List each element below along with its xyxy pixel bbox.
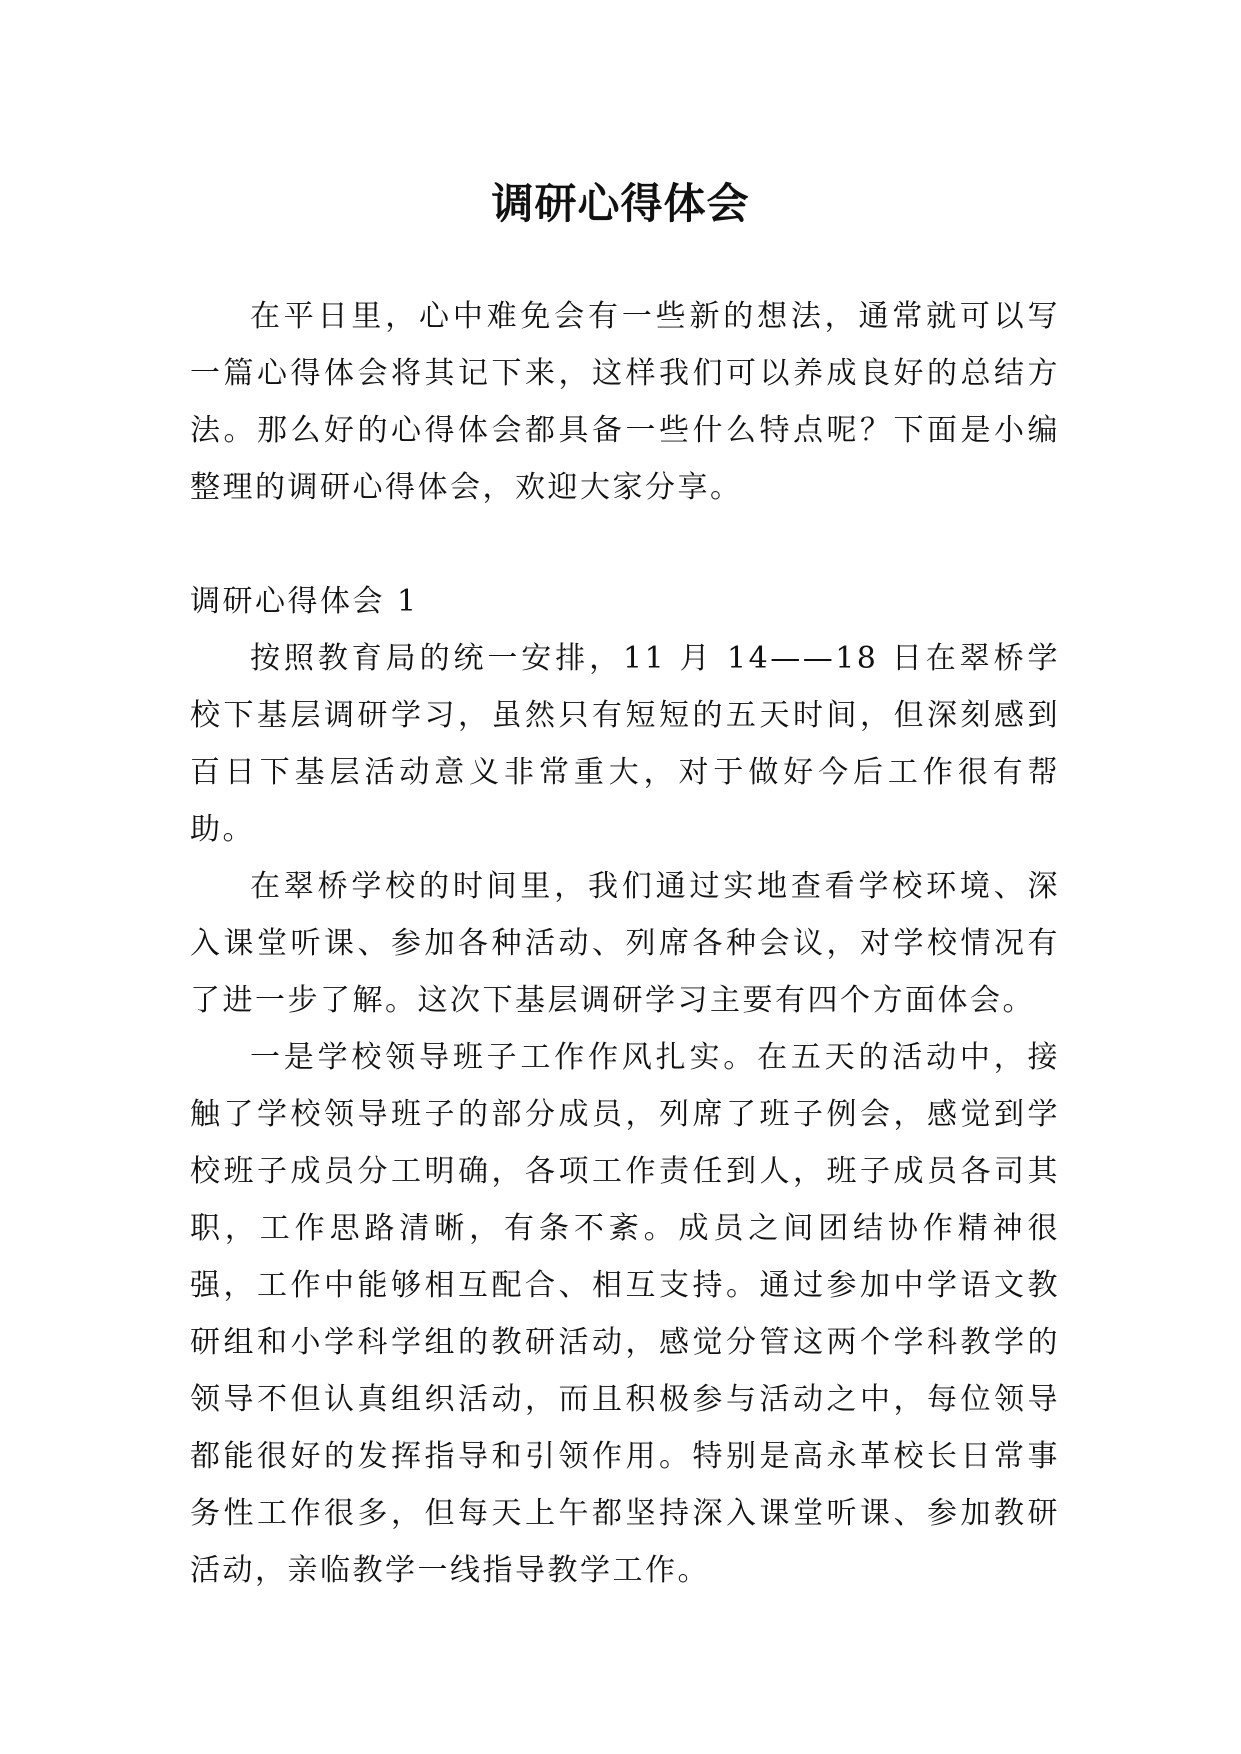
section-heading: 调研心得体会 1	[190, 584, 419, 619]
body-paragraph-2: 在翠桥学校的时间里，我们通过实地查看学校环境、深入课堂听课、参加各种活动、列席各种会议，对学校情况有了进一步了解。这次下基层调研学习主要有四个方面体会。	[190, 869, 1060, 1018]
intro-paragraph: 在平日里，心中难免会有一些新的想法，通常就可以写一篇心得体会将其记下来，这样我们可以养成良好的总结方法。那么好的心得体会都具备一些什么特点呢？下面是小编整理的调研心得体会，欢迎大家分享。	[190, 299, 1060, 505]
document-title: 调研心得体会	[491, 179, 750, 229]
body-paragraph-1: 按照教育局的统一安排，11 月 14——18 日在翠桥学校下基层调研学习，虽然只有短短的五天时间，但深刻感到百日下基层活动意义非常重大，对于做好今后工作很有帮助。	[190, 641, 1060, 847]
body-paragraph-3: 一是学校领导班子工作作风扎实。在五天的活动中，接触了学校领导班子的部分成员，列席了班子例会，感觉到学校班子成员分工明确，各项工作责任到人，班子成员各司其职，工作思路清晰，有条不紊。成员之间团结协作精神很强，工作中能够相互配合、相互支持。通过参加中学语文教研组和小学科学组的教研活动，感觉分管这两个学科教学的领导不但认真组织活动，而且积极参与活动之中，每位领导都能很好的发挥指导和引领作用。特别是高永革校长日常事务性工作很多，但每天上午都坚持深入课堂听课、参加教研活动，亲临教学一线指导教学工作。	[190, 1040, 1060, 1588]
document-body	[190, 288, 1060, 1599]
